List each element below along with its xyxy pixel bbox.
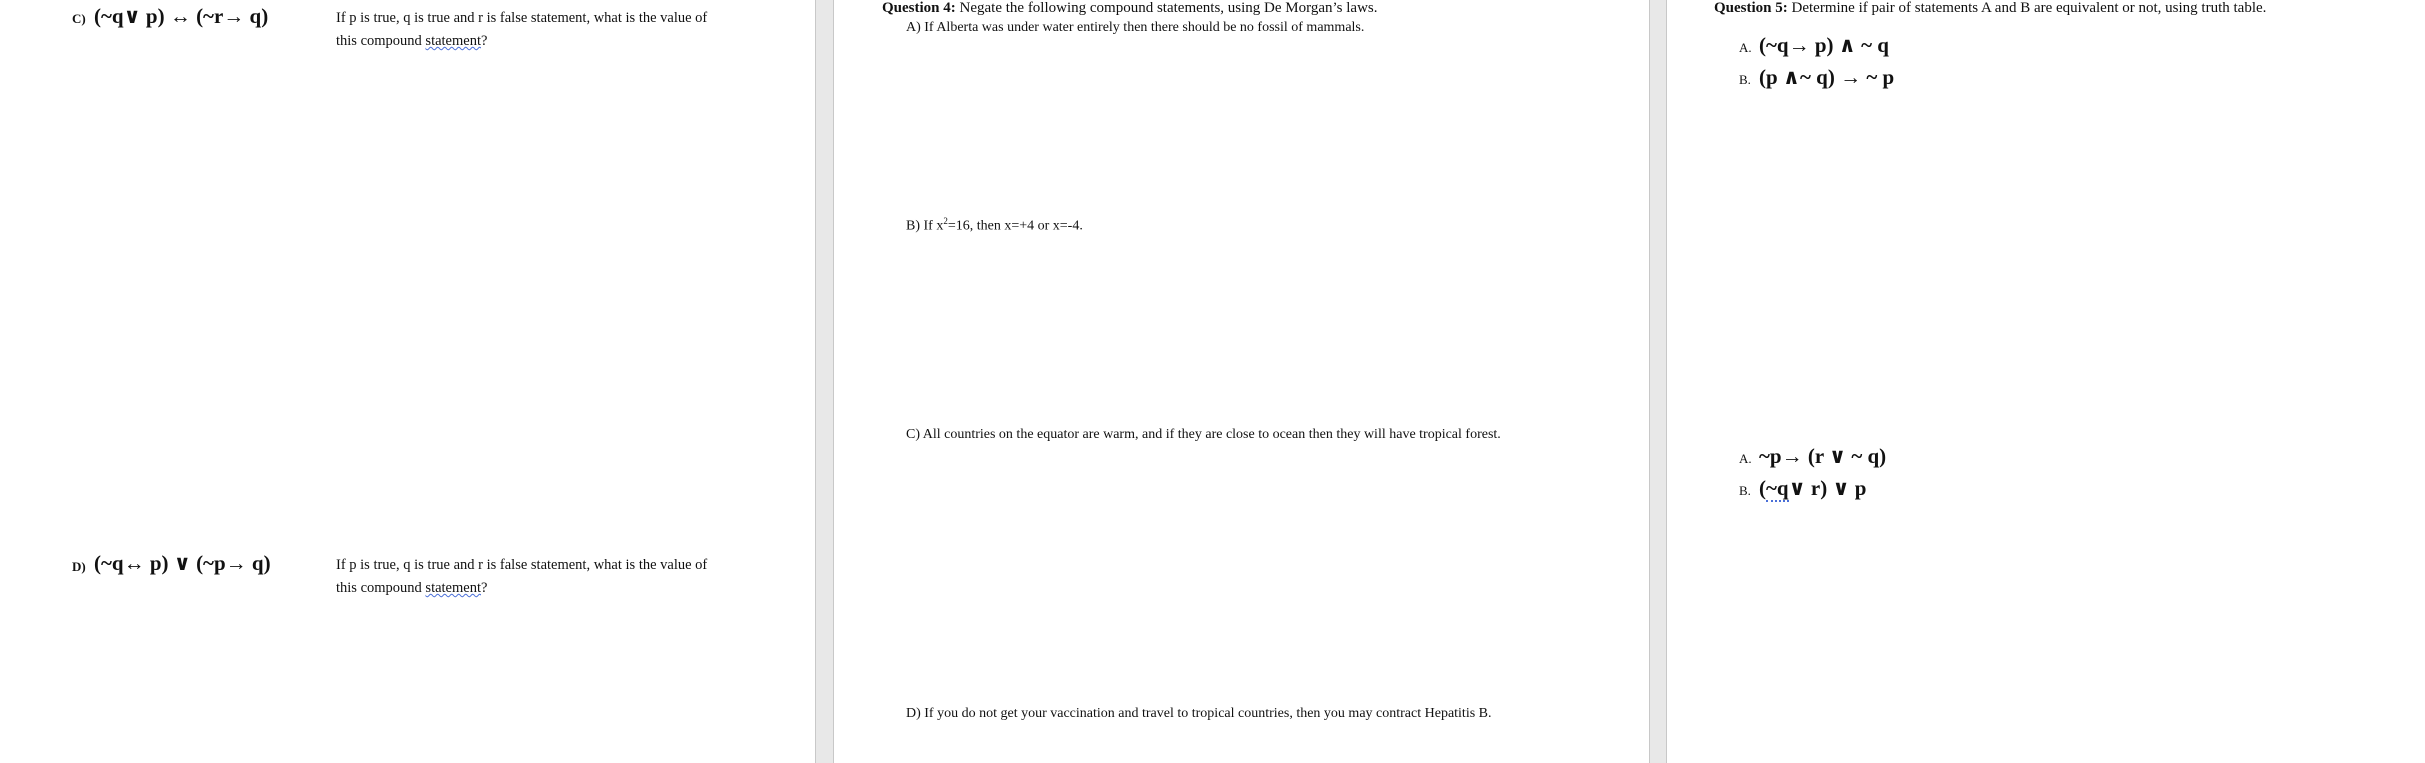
- pair2-b-expression: [1759, 475, 1866, 501]
- question-5-text: Determine if pair of statements A and B are equivalent or not, using truth table.: [1787, 0, 2267, 16]
- item-d-label: D): [72, 559, 86, 574]
- item-d-prompt-line2: [336, 577, 487, 600]
- document-page-3: [1667, 0, 2425, 763]
- pair2-b-label: B.: [1739, 483, 1751, 498]
- question-4-item-a: A) If Alberta was under water entirely then there should be no fossil of mammals.: [906, 20, 1365, 35]
- document-page-2: [834, 0, 1649, 763]
- item-d-prompt-flagged-word: statement: [425, 580, 481, 596]
- question-5-heading: [1714, 0, 2266, 19]
- pair1-b-expression: (p ∧~ q) → ~ p: [1759, 65, 1895, 89]
- item-c-prompt-flagged-word: statement: [425, 33, 481, 49]
- document-page-1: [0, 0, 815, 763]
- item-d-expression: (~q↔ p) ∨ (~p→ q): [94, 551, 271, 575]
- page-divider: [1649, 0, 1650, 763]
- question-5-label: Question 5:: [1714, 0, 1788, 16]
- item-b-prefix: B) If x: [906, 218, 944, 234]
- pair1-a-label: A.: [1739, 40, 1752, 55]
- pair1-a-expression: (~q→ p) ∧ ~ q: [1759, 33, 1889, 57]
- page-divider: [815, 0, 816, 763]
- item-c-prompt-line2: [336, 30, 487, 53]
- pair2-a-expression: ~p→ (r ∨ ~ q): [1759, 444, 1887, 468]
- item-c-expression: (~q∨ p) ↔ (~r→ q): [94, 4, 269, 28]
- pair2-b-rest: ∨ r) ∨ p: [1788, 476, 1867, 500]
- pair2-b-flagged-term: ~q: [1766, 476, 1789, 500]
- question-4-item-d: D) If you do not get your vaccination and travel to tropical countries, then you may contract Hepatitis B.: [906, 706, 1492, 721]
- question-4-text: Negate the following compound statements, using De Morgan’s laws.: [955, 0, 1378, 16]
- item-c-prompt-end: ?: [481, 33, 488, 49]
- pair1-b-label: B.: [1739, 72, 1751, 87]
- question-4-item-c: C) All countries on the equator are warm, and if they are close to ocean then they will have tropical forest.: [906, 427, 1501, 442]
- item-d-prompt-end: ?: [481, 580, 488, 596]
- question-4-item-b: [906, 210, 1083, 238]
- item-d-prompt-line1: If p is true, q is true and r is false statement, what is the value of: [336, 557, 708, 573]
- pair2-b-open-paren: (: [1759, 476, 1766, 500]
- question-4-label: Question 4:: [882, 0, 956, 16]
- item-c-prompt-line1: If p is true, q is true and r is false statement, what is the value of: [336, 10, 708, 26]
- item-c-label: C): [72, 11, 86, 26]
- item-b-superscript: 2: [943, 216, 948, 226]
- item-d-prompt-text: this compound: [336, 580, 426, 596]
- item-c-prompt-text: this compound: [336, 33, 426, 49]
- pair2-a-label: A.: [1739, 451, 1752, 466]
- item-b-suffix: =16, then x=+4 or x=-4.: [947, 218, 1083, 234]
